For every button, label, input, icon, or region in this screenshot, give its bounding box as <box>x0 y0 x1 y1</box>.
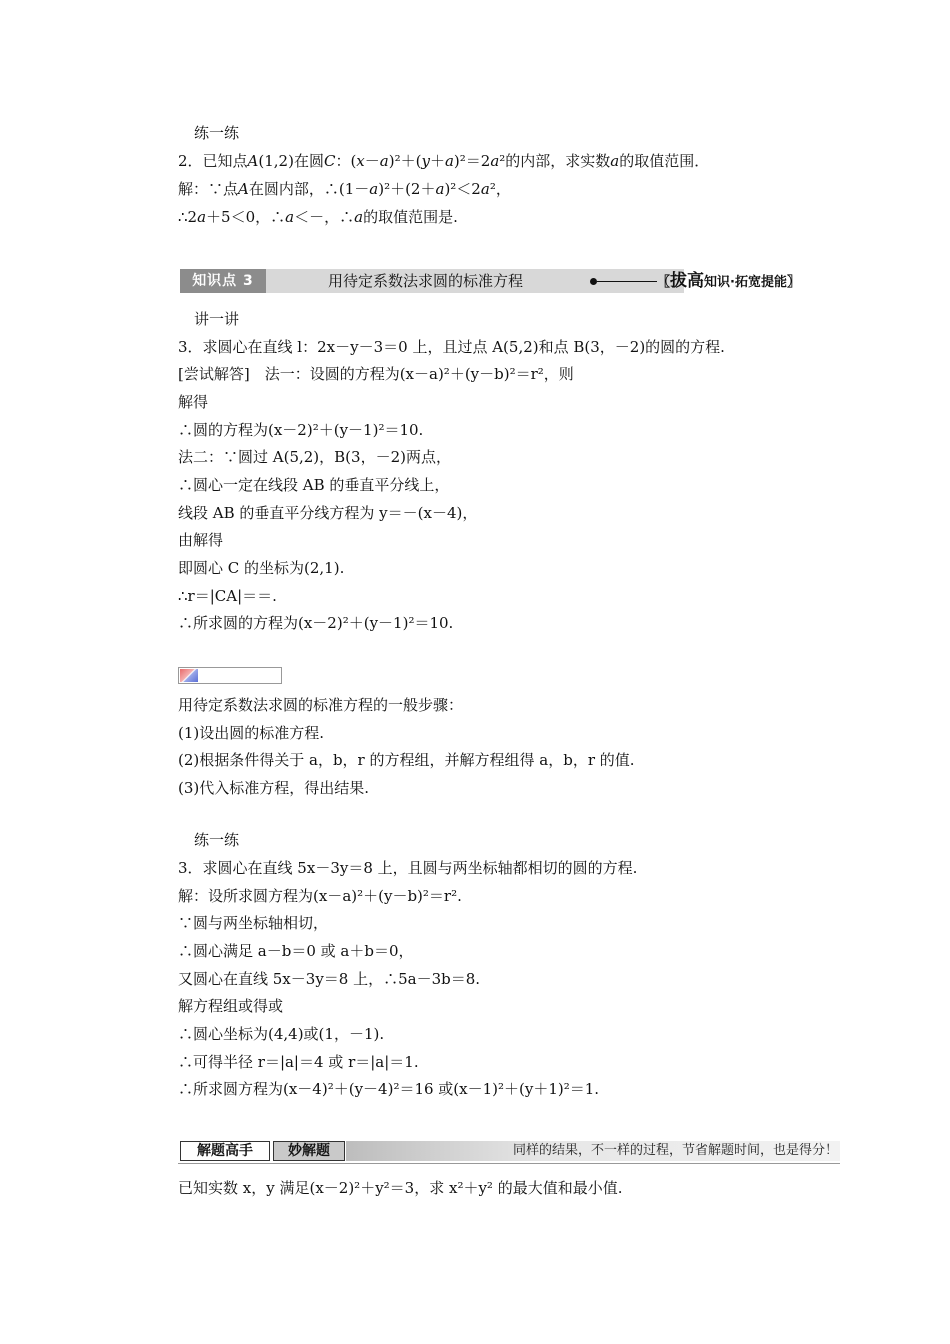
lecture-line: ∴r＝|CA|＝＝. <box>178 587 277 605</box>
lecture-line: ∴圆心一定在线段 AB 的垂直平分线上， <box>178 476 450 494</box>
lecture-line: 即圆心 C 的坐标为(2,1). <box>178 559 345 577</box>
section-title: 用待定系数法求圆的标准方程 <box>328 272 524 290</box>
bullet-dot-icon <box>590 278 597 285</box>
note-icon <box>180 669 198 682</box>
practice-line: ∴圆心满足 a－b＝0 或 a＋b＝0， <box>178 942 414 960</box>
tips-banner <box>178 1139 840 1165</box>
summary-line: (3)代入标准方程，得出结果. <box>178 779 370 797</box>
lecture-line: ∴所求圆的方程为(x－2)²＋(y－1)²＝10. <box>178 614 454 632</box>
lecture-line: 线段 AB 的垂直平分线方程为 y＝－(x－4)， <box>178 504 478 522</box>
practice-solution-line: 解：∵点A在圆内部，∴(1－a)²＋(2＋a)²＜2a²， <box>178 180 511 198</box>
tips-motto: 同样的结果，不一样的过程，节省解题时间，也是得分！ <box>512 1143 838 1158</box>
practice-line: 又圆心在直线 5x－3y＝8 上，∴5a－3b＝8. <box>178 970 481 988</box>
divider <box>597 281 657 282</box>
practice-solution-line: ∴2a＋5＜0，∴a＜－，∴a的取值范围是. <box>178 208 458 226</box>
lecture-line: 法二：∵圆过 A(5,2)，B(3，－2)两点， <box>178 448 451 466</box>
lecture-line: 3．求圆心在直线 l：2x－y－3＝0 上，且过点 A(5,2)和点 B(3，－2)的圆的方程. <box>178 338 725 356</box>
practice-line: ∵圆与两坐标轴相切， <box>178 914 329 932</box>
practice-heading: 练一练 <box>194 831 240 849</box>
lecture-line: 由解得 <box>178 531 224 549</box>
section-tag: 知识点 3 <box>180 269 266 293</box>
practice-line: ∴可得半径 r＝|a|＝4 或 r＝|a|＝1. <box>178 1053 419 1071</box>
practice-question: 2．已知点A(1,2)在圆C：(x－a)²＋(y＋a)²＝2a²的内部，求实数a的取值范围． <box>178 152 710 170</box>
section-slogan: 〖拔高知识·拓宽提能〗 <box>657 271 800 291</box>
practice-line: 解方程组或得或 <box>178 997 284 1015</box>
tips-sublabel: 妙解题 <box>273 1141 345 1161</box>
summary-line: (1)设出圆的标准方程. <box>178 724 325 742</box>
practice-line: ∴圆心坐标为(4,4)或(1，－1). <box>178 1025 385 1043</box>
lecture-heading: 讲一讲 <box>194 310 240 328</box>
lecture-line: 解得 <box>178 393 209 411</box>
section-banner <box>178 267 840 295</box>
practice-line: 3．求圆心在直线 5x－3y＝8 上，且圆与两坐标轴都相切的圆的方程. <box>178 859 638 877</box>
tips-problem: 已知实数 x，y 满足(x－2)²＋y²＝3，求 x²＋y² 的最大值和最小值. <box>178 1179 623 1197</box>
lecture-line: ∴圆的方程为(x－2)²＋(y－1)²＝10. <box>178 421 424 439</box>
summary-line: (2)根据条件得关于 a，b，r 的方程组，并解方程组得 a，b，r 的值. <box>178 751 635 769</box>
lecture-line: [尝试解答] 法一：设圆的方程为(x－a)²＋(y－b)²＝r²，则 <box>178 365 574 383</box>
note-box <box>178 667 282 684</box>
tips-label: 解题高手 <box>180 1141 270 1161</box>
practice-heading: 练一练 <box>194 124 240 142</box>
divider <box>178 1163 840 1164</box>
practice-line: ∴所求圆方程为(x－4)²＋(y－4)²＝16 或(x－1)²＋(y＋1)²＝1. <box>178 1080 600 1098</box>
practice-line: 解：设所求圆方程为(x－a)²＋(y－b)²＝r². <box>178 887 462 905</box>
summary-line: 用待定系数法求圆的标准方程的一般步骤： <box>178 696 464 714</box>
